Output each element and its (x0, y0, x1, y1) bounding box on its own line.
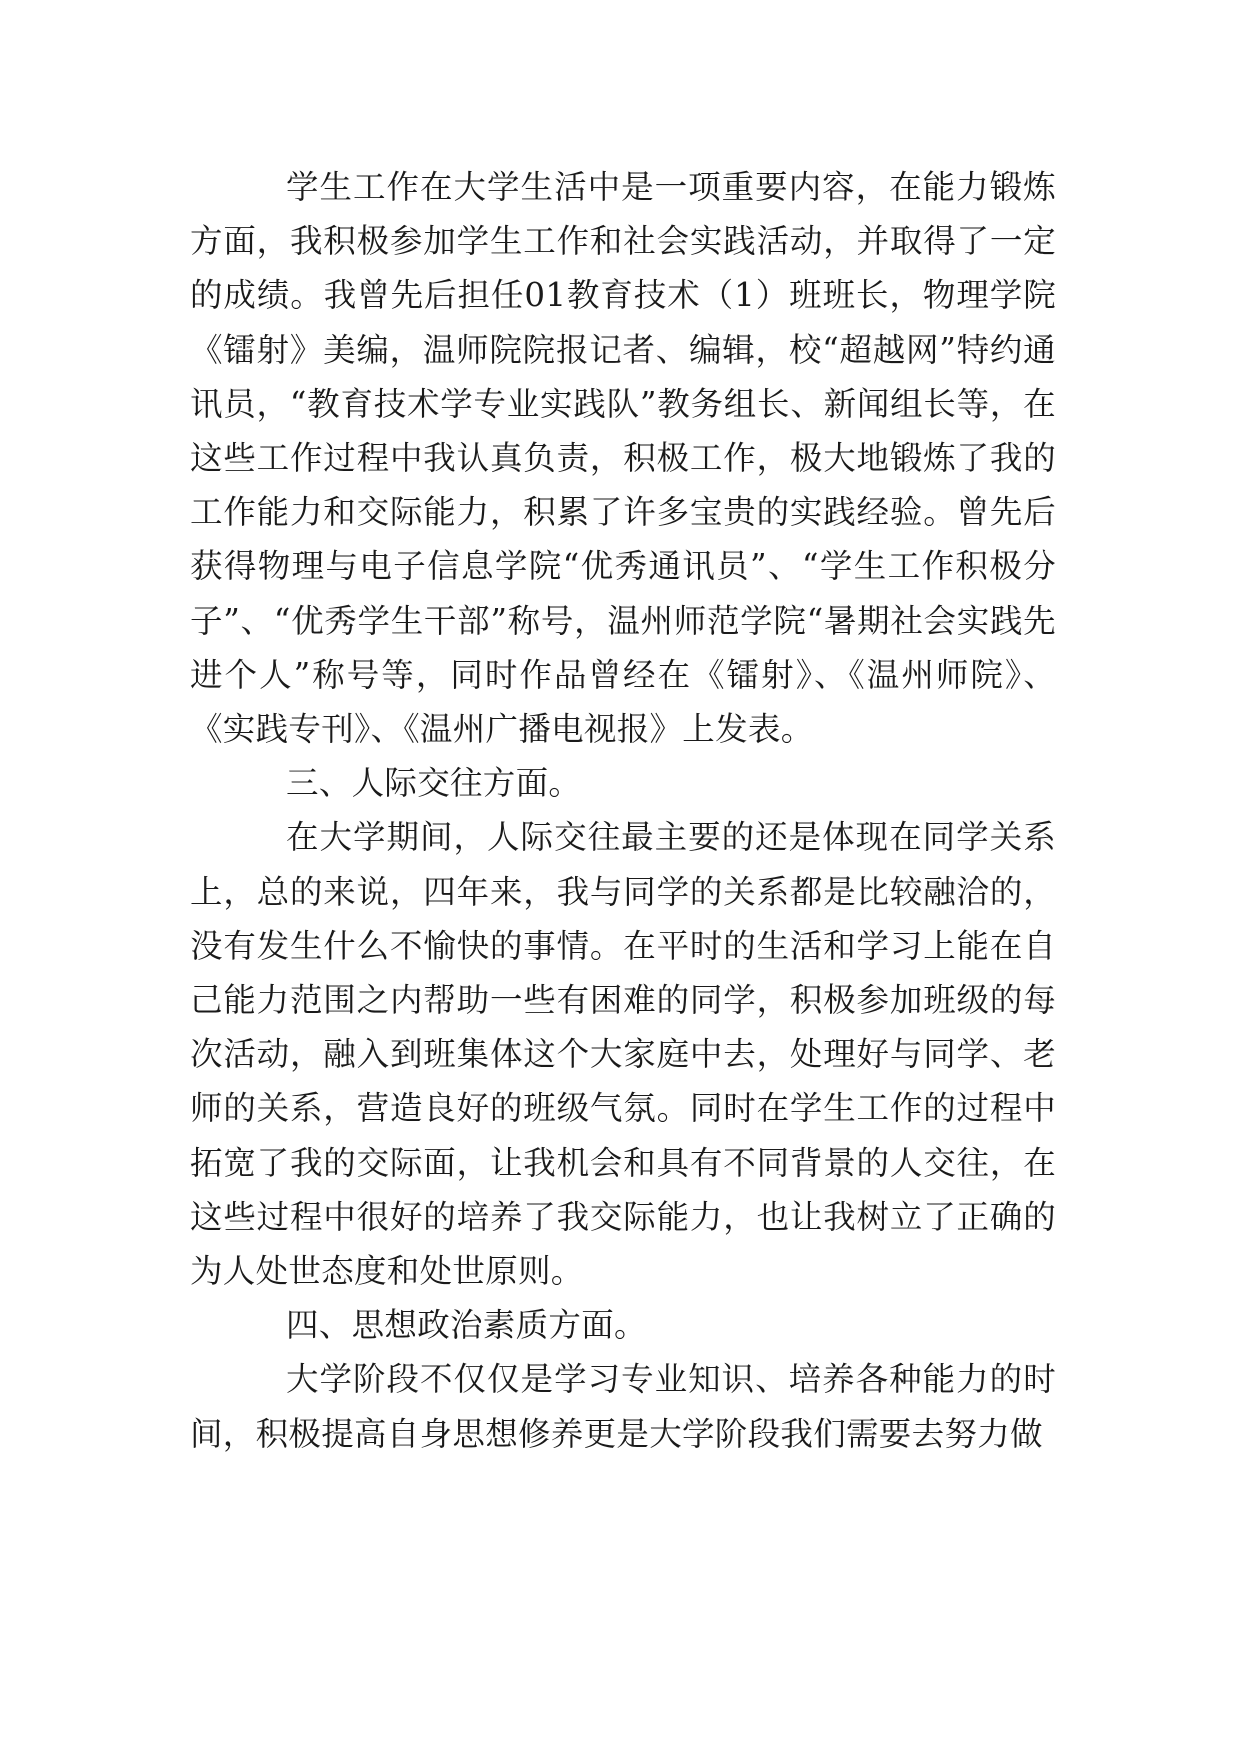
paragraph-political: 大学阶段不仅仅是学习专业知识、培养各种能力的时间，积极提高自身思想修养更是大学阶段我们需要去努力做 (190, 1360, 1056, 1453)
document-body (190, 160, 1056, 1461)
paragraph-student-work: 学生工作在大学生活中是一项重要内容，在能力锻炼方面，我积极参加学生工作和社会实践活动，并取得了一定的成绩。我曾先后担任01教育技术（1）班班长，物理学院《镭射》美编，温师院院报记者、编辑，校“超越网”特约通讯员，“教育技术学专业实践队”教务组长、新闻组长等，在这些工作过程中我认真负责，积极工作，极大地锻炼了我的工作能力和交际能力，积累了许多宝贵的实践经验。曾先后获得物理与电子信息学院“优秀通讯员”、“学生工作积极分子”、“优秀学生干部”称号，温州师范学院“暑期社会实践先进个人”称号等，同时作品曾经在《镭射》、《温州师院》、《实践专刊》、《温州广播电视报》上发表。 (190, 168, 1056, 749)
paragraph-interpersonal: 在大学期间，人际交往最主要的还是体现在同学关系上，总的来说，四年来，我与同学的关系都是比较融洽的，没有发生什么不愉快的事情。在平时的生活和学习上能在自己能力范围之内帮助一些有困难的同学，积极参加班级的每次活动，融入到班集体这个大家庭中去，处理好与同学、老师的关系，营造良好的班级气氛。同时在学生工作的过程中拓宽了我的交际面，让我机会和具有不同背景的人交往，在这些过程中很好的培养了我交际能力，也让我树立了正确的为人处世态度和处世原则。 (190, 818, 1056, 1291)
section-heading-political: 四、思想政治素质方面。 (286, 1306, 647, 1345)
section-heading-interpersonal: 三、人际交往方面。 (286, 764, 582, 803)
